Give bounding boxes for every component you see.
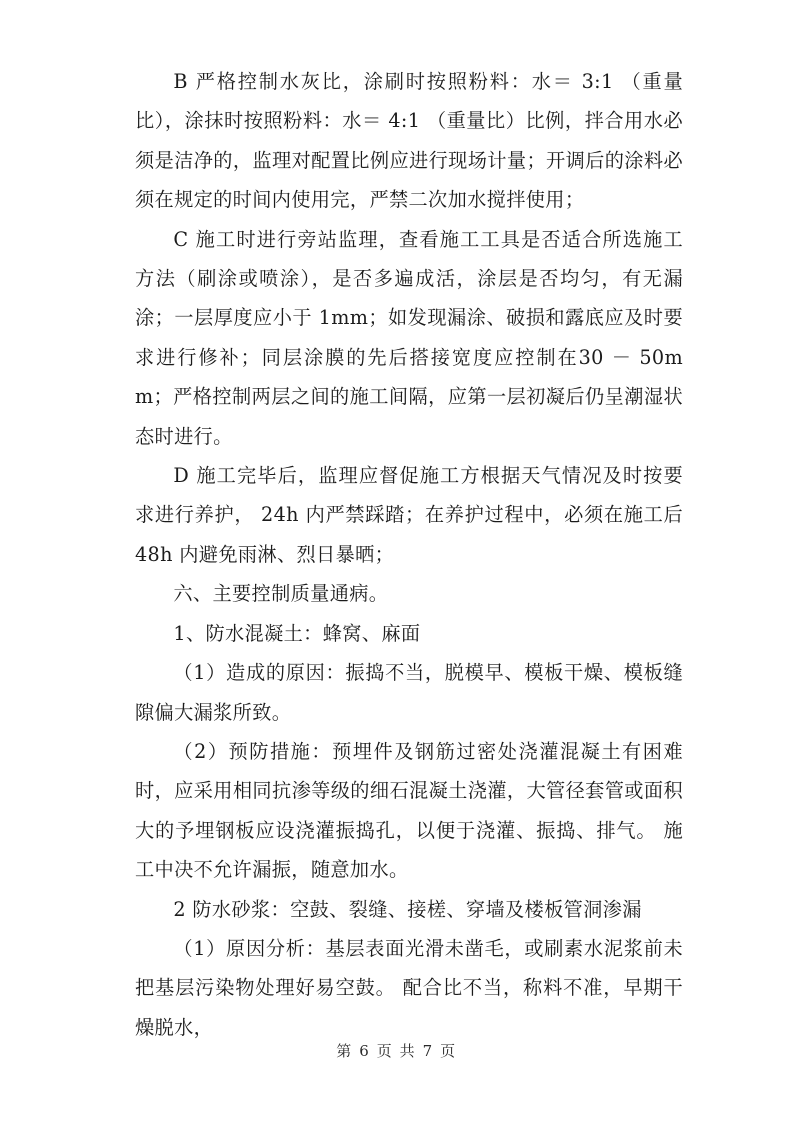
sub-item-2-1: （1）原因分析：基层表面光滑未凿毛，或刷素水泥浆前未把基层污染物处理好易空鼓。 配合比不当，称料不准，早期干燥脱水， (135, 936, 683, 1039)
section-heading-six: 六、主要控制质量通病。 (173, 582, 389, 606)
paragraph-item-c: C 施工时进行旁站监理，查看施工工具是否适合所选施工方法（刷涂或喷涂），是否多遍成活，涂层是否均匀，有无漏涂；一层厚度应小于 1mm；如发现漏涂、破损和露底应及时要求进行修补；同层涂膜的先后搭接宽度应控制在30 － 50mm；严格控制两层之间的施工间隔，应第一层初凝后仍呈潮湿状态时进行。 (135, 227, 683, 448)
page-footer: 第 6 页 共 7 页 (336, 1042, 457, 1060)
paragraph-item-d: D 施工完毕后，监理应督促施工方根据天气情况及时按要求进行养护， 24h 内严禁踩踏；在养护过程中，必须在施工后 48h 内避免雨淋、烈日暴晒； (135, 464, 683, 566)
document-text-column (135, 62, 683, 1047)
sub-item-1-2: （2）预防措施：预埋件及钢筋过密处浇灌混凝土有困难时，应采用相同抗渗等级的细石混凝土浇灌，大管径套管或面积大的予埋钢板应设浇灌振捣孔，以便于浇灌、振捣、排气。 施工中决不允许漏振，随意加水。 (135, 739, 683, 882)
numbered-item-2: 2 防水砂浆：空鼓、裂缝、接槎、穿墙及楼板管洞渗漏 (173, 897, 642, 921)
sub-item-1-1: （1）造成的原因：振捣不当，脱模早、模板干燥、模板缝隙偏大漏浆所致。 (135, 661, 683, 724)
paragraph-item-b: B 严格控制水灰比，涂刷时按照粉料：水＝ 3:1 （重量比），涂抹时按照粉料：水＝ 4:1 （重量比）比例，拌合用水必须是洁净的，监理对配置比例应进行现场计量；开调后的涂料必须在规定的时间内使用完，严禁二次加水搅拌使用； (135, 70, 683, 212)
numbered-item-1: 1、防水混凝土：蜂窝、麻面 (173, 621, 421, 645)
